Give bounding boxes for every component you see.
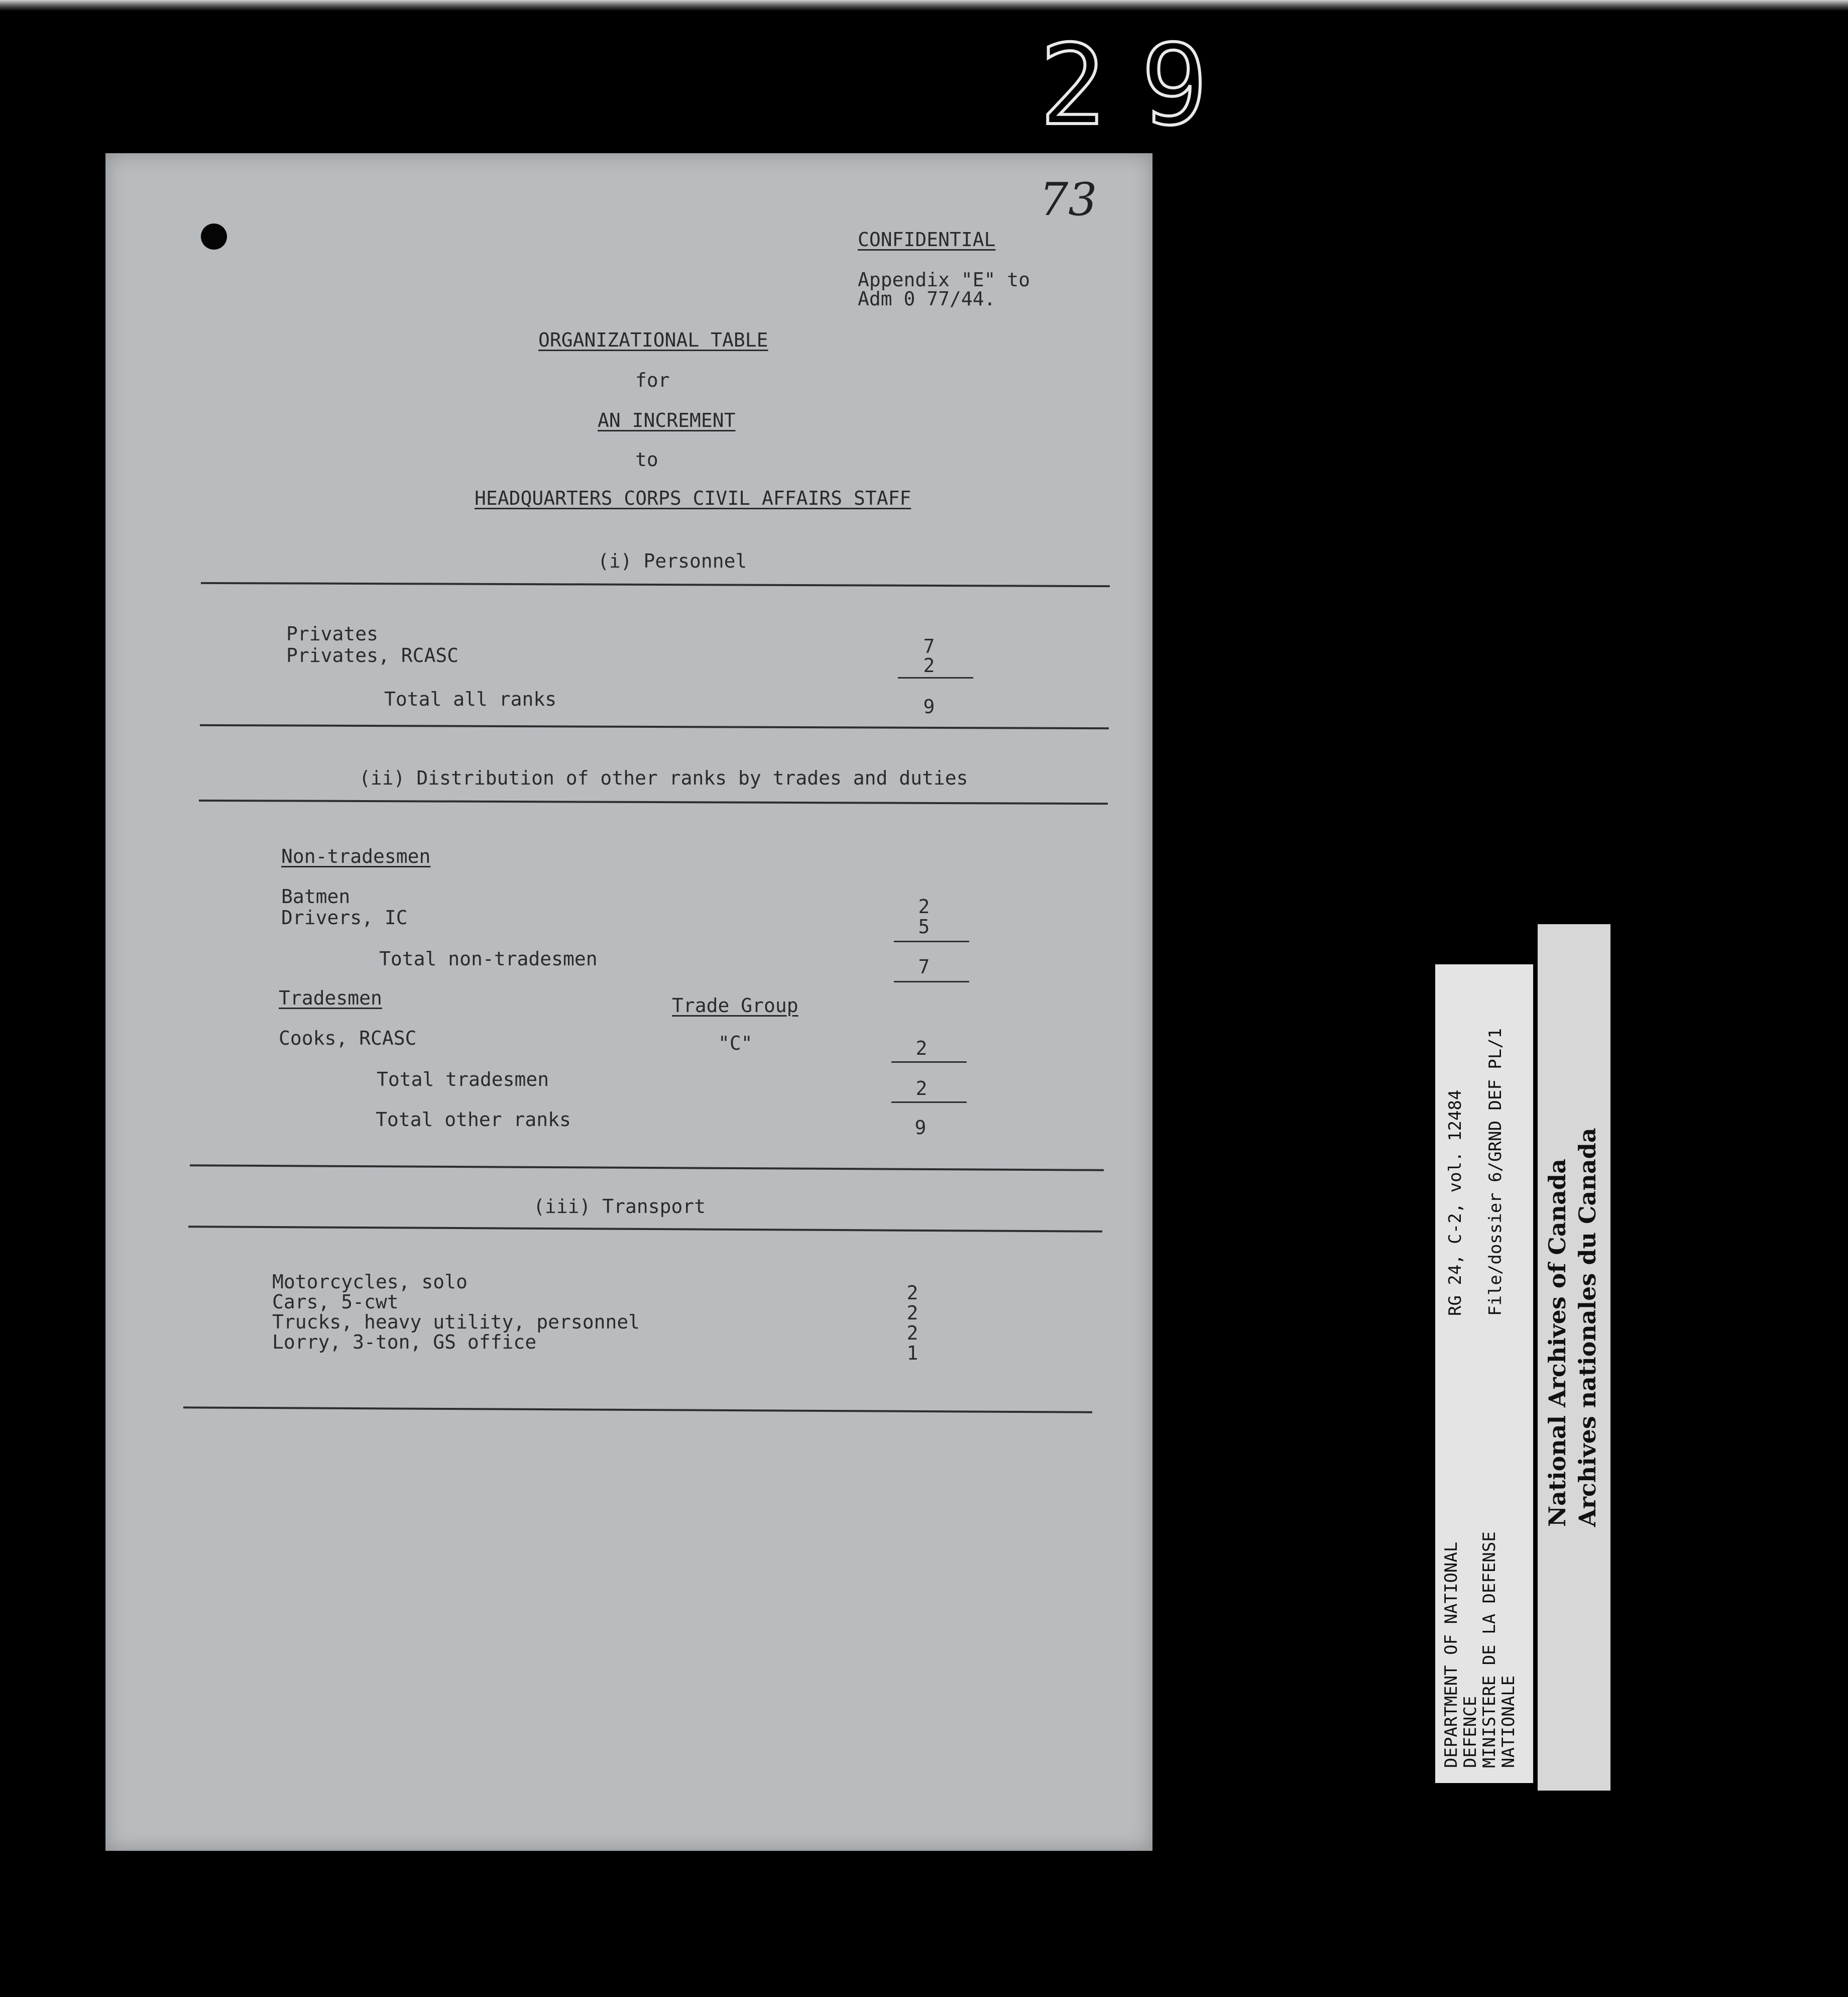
appendix-line-1: Appendix "E" to [858,269,1030,291]
non-tradesmen-heading: Non-tradesmen [281,845,431,867]
classification: CONFIDENTIAL [858,229,996,251]
personnel-row-value: 2 [923,654,935,677]
personnel-heading: (i) Personnel [598,550,747,572]
non-tradesmen-row-value: 5 [918,916,930,938]
archive-ref-line: RG 24, C-2, vol. 12484 [1445,1089,1465,1316]
transport-row-label: Motorcycles, solo [272,1271,468,1293]
non-tradesmen-row-label: Batmen [281,885,351,908]
transport-heading: (iii) Transport [533,1195,706,1217]
total-all-ranks-value: 9 [923,696,935,718]
sum-line [894,981,969,982]
film-top-edge [0,0,1848,11]
transport-row-label: Lorry, 3-ton, GS office [272,1331,537,1353]
document-page [105,153,1152,1851]
non-tradesmen-row-label: Drivers, IC [281,907,408,929]
total-other-ranks-label: Total other ranks [376,1108,571,1131]
rule [188,1226,1102,1233]
total-all-ranks-label: Total all ranks [384,688,557,710]
transport-row-label: Trucks, heavy utility, personnel [272,1311,640,1333]
appendix-line-2: Adm 0 77/44. [858,288,996,310]
tradesmen-row-label: Cooks, RCASC [279,1027,417,1049]
sum-line [894,941,969,942]
personnel-row-value: 7 [923,635,935,657]
rule [183,1406,1092,1413]
department-line-2: DEFENCE [1460,1696,1480,1768]
sum-line [891,1101,967,1103]
title-line-4: to [635,449,658,471]
archives-name-en: National Archives of Canada [1544,1159,1571,1527]
archive-file-line: File/dossier 6/GRND DEF PL/1 [1485,1028,1506,1316]
total-other-ranks-value: 9 [914,1117,927,1139]
punch-hole [201,224,227,250]
total-tradesmen-label: Total tradesmen [377,1068,549,1090]
frame-number: 29 [1040,21,1243,150]
archives-label [1538,924,1610,1791]
distribution-heading: (ii) Distribution of other ranks by trades and duties [359,767,968,789]
total-non-tradesmen-value: 7 [918,956,930,978]
department-line-4: NATIONALE [1498,1675,1519,1768]
trade-group-heading: Trade Group [672,994,798,1017]
transport-row-value: 1 [906,1342,918,1364]
transport-row-value: 2 [906,1322,918,1344]
title-line-3: AN INCREMENT [598,409,736,431]
total-non-tradesmen-label: Total non-tradesmen [379,948,598,970]
tradesmen-heading: Tradesmen [279,987,382,1009]
archive-reference-label [1435,964,1533,1783]
transport-row-value: 2 [906,1302,918,1324]
department-line-1: DEPARTMENT OF NATIONAL [1441,1541,1461,1768]
tradesmen-row-value: 2 [915,1037,928,1059]
department-line-3: MINISTERE DE LA DEFENSE [1479,1531,1499,1768]
total-tradesmen-value: 2 [915,1077,928,1099]
rule [199,800,1108,805]
tradesmen-row-group: "C" [718,1032,753,1054]
rule [200,724,1109,729]
sum-line [898,677,973,679]
personnel-row-label: Privates [286,623,379,645]
non-tradesmen-row-value: 2 [918,896,930,918]
rule [201,582,1110,587]
title-line-1: ORGANIZATIONAL TABLE [538,329,768,351]
title-line-2: for [635,369,670,391]
handwritten-page-number: 73 [1040,173,1097,226]
personnel-row-label: Privates, RCASC [286,644,459,667]
rule [190,1164,1104,1171]
sum-line [891,1061,967,1063]
title-line-5: HEADQUARTERS CORPS CIVIL AFFAIRS STAFF [475,487,911,509]
archives-name-fr: Archives nationales du Canada [1574,1128,1601,1527]
transport-row-label: Cars, 5-cwt [272,1291,399,1313]
transport-row-value: 2 [906,1282,918,1304]
